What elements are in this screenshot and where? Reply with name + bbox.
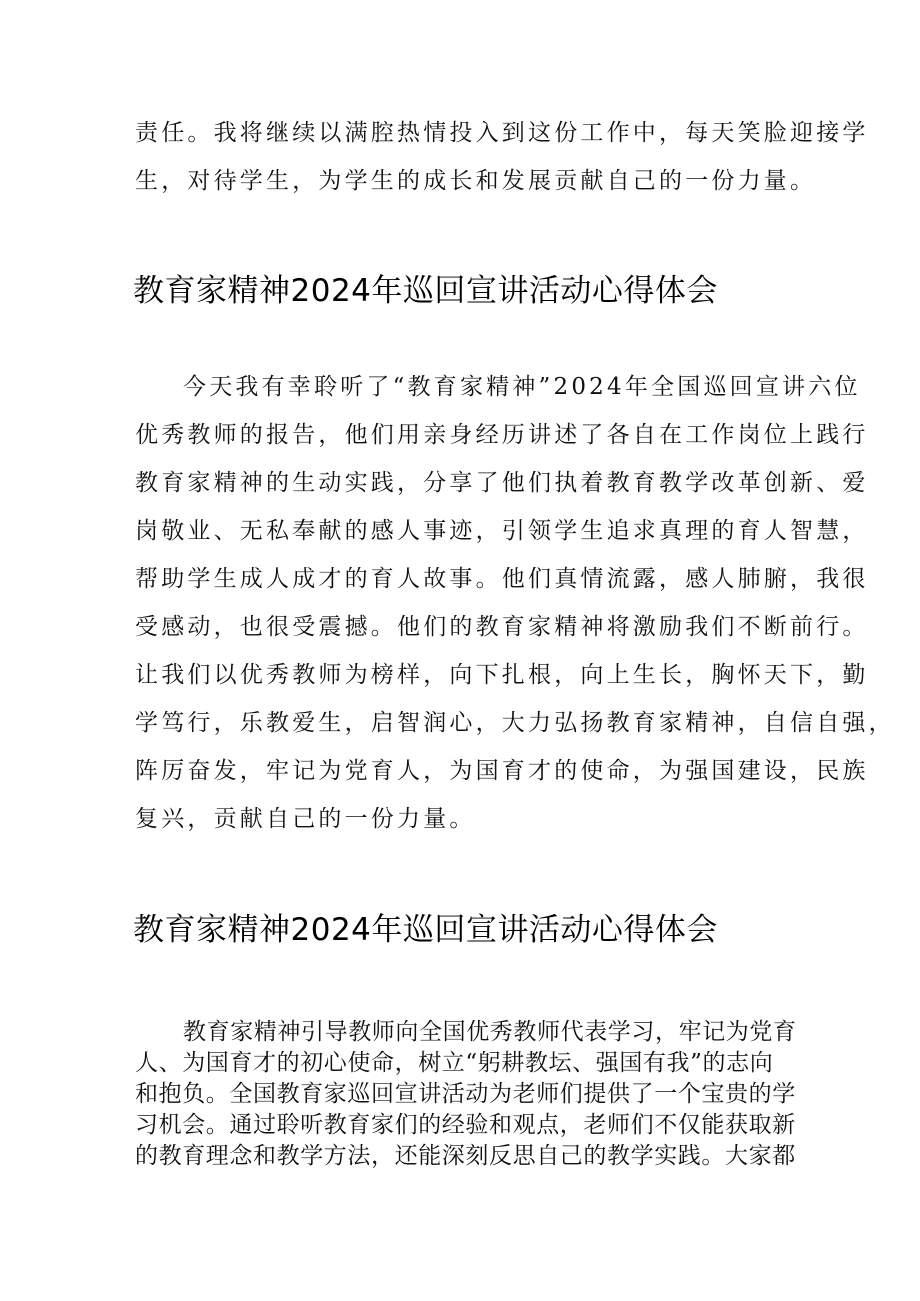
section-heading-1: 教育家精神2024年巡回宣讲活动心得体会 [133, 273, 718, 309]
paragraph-line: 岗敬业、无私奉献的感人事迹，引领学生追求真理的育人智慧， [135, 518, 869, 544]
paragraph-line: 阵厉奋发，牢记为党育人，为国育才的使命，为强国建设，民族 [135, 758, 869, 784]
paragraph-line: 今天我有幸聆听了“教育家精神”2024年全国巡回宣讲六位 [183, 374, 861, 400]
paragraph-line: 学笃行，乐教爱生，启智润心，大力弘扬教育家精神，自信自强， [135, 710, 895, 736]
paragraph-line: 让我们以优秀教师为榜样，向下扎根，向上生长，胸怀天下，勤 [135, 662, 869, 688]
paragraph-line: 人、为国育才的初心使命，树立“躬耕教坛、强国有我”的志向 [135, 1050, 774, 1076]
paragraph-line: 和抱负。全国教育家巡回宣讲活动为老师们提供了一个宝贵的学 [135, 1081, 796, 1107]
paragraph-line: 帮助学生成人成才的育人故事。他们真情流露，感人肺腑，我很 [135, 566, 869, 592]
paragraph-line: 受感动，也很受震撼。他们的教育家精神将激励我们不断前行。 [135, 614, 869, 640]
paragraph-line: 复兴，贡献自己的一份力量。 [135, 806, 476, 832]
paragraph-line: 习机会。通过聆听教育家们的经验和观点，老师们不仅能获取新 [135, 1112, 796, 1138]
section-heading-2: 教育家精神2024年巡回宣讲活动心得体会 [133, 912, 718, 948]
paragraph-line: 责任。我将继续以满腔热情投入到这份工作中，每天笑脸迎接学 [135, 120, 869, 146]
paragraph-line: 生，对待学生，为学生的成长和发展贡献自己的一份力量。 [135, 168, 817, 194]
paragraph-line: 教育家精神的生动实践，分享了他们执着教育教学改革创新、爱 [135, 470, 869, 496]
paragraph-line: 教育家精神引导教师向全国优秀教师代表学习，牢记为党育 [183, 1019, 797, 1045]
paragraph-line: 优秀教师的报告，他们用亲身经历讲述了各自在工作岗位上践行 [135, 422, 869, 448]
paragraph-line: 的教育理念和教学方法，还能深刻反思自己的教学实践。大家都 [135, 1143, 796, 1169]
